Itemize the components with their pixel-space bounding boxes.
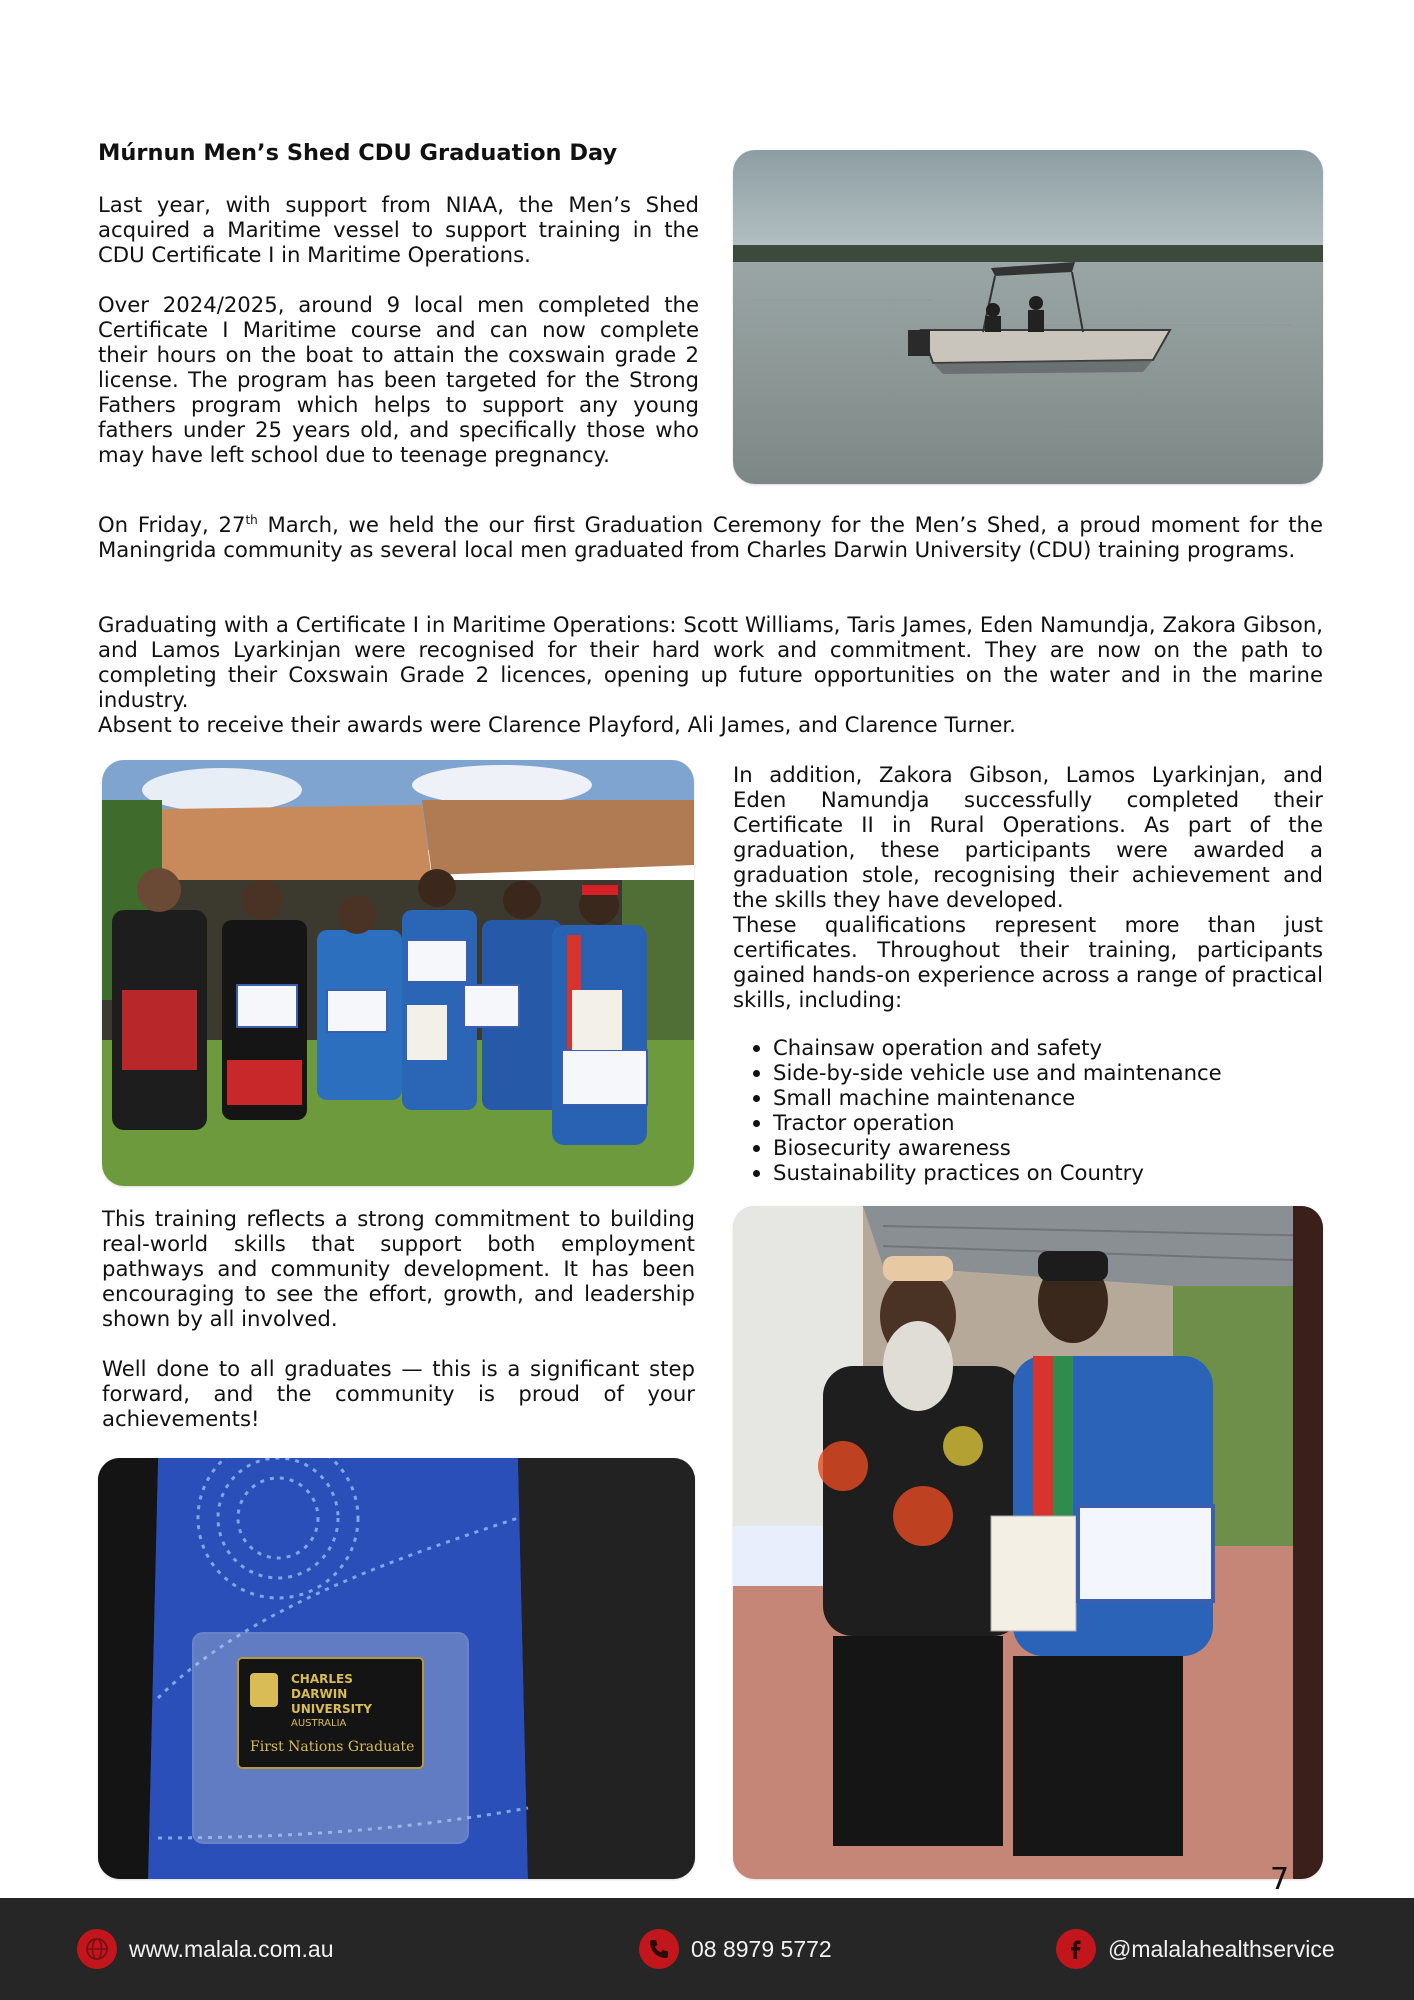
group-photo bbox=[102, 760, 694, 1186]
footer-social[interactable] bbox=[1056, 1898, 1335, 2000]
badge-line-1: CHARLES bbox=[291, 1672, 353, 1686]
paragraph-absent: Absent to receive their awards were Clarence Playford, Ali James, and Clarence Turner. bbox=[98, 712, 1016, 737]
paragraph-well-done: Well done to all graduates — this is a significant step forward, and the community is proud of your achievements! bbox=[102, 1356, 695, 1431]
paragraph-commitment: This training reflects a strong commitment to building real-world skills that support both employment pathways and community development. It has been encouraging to see the effort, growth, and leadership shown by all involved. bbox=[102, 1206, 695, 1331]
social-handle[interactable]: @malalahealthservice bbox=[1108, 1935, 1335, 1962]
article-title: Múrnun Men’s Shed CDU Graduation Day bbox=[98, 140, 618, 166]
phone-number[interactable]: 08 8979 5772 bbox=[691, 1935, 832, 1962]
list-item: • Chainsaw operation and safety bbox=[773, 1035, 1363, 1060]
list-item: • Sustainability practices on Country bbox=[773, 1160, 1363, 1185]
ceremony-date-text: On Friday, 27 bbox=[98, 512, 246, 537]
paragraph-qualifications: These qualifications represent more than just certificates. Throughout their training, participants gained hands-on experience across a range of practical skills, including: bbox=[733, 912, 1324, 1012]
badge-photo bbox=[98, 1458, 695, 1879]
badge-line-2: DARWIN bbox=[291, 1687, 348, 1701]
paragraph-rural-operations: In addition, Zakora Gibson, Lamos Lyarkinjan, and Eden Namundja successfully completed their Certificate II in Rural Operations. As part of the graduation, these participants were awarded a graduation stole, recognising their achievement and the skills they have developed. bbox=[733, 762, 1323, 912]
paragraph-vessel: Last year, with support from NIAA, the Men’s Shed acquired a Maritime vessel to support training in the CDU Certificate I in Maritime Operations. bbox=[98, 192, 699, 267]
page-number: 7 bbox=[1270, 1862, 1290, 1897]
list-item: • Tractor operation bbox=[773, 1110, 1363, 1135]
ceremony-text: March, we held the our first Graduation Ceremony for the Men’s Shed, a proud moment for the Maningrida community as several local men graduated from Charles Darwin University (CDU) training programs. bbox=[98, 512, 1324, 562]
list-item: • Side-by-side vehicle use and maintenance bbox=[773, 1060, 1363, 1085]
badge-line-5: First Nations Graduate bbox=[250, 1739, 415, 1755]
list-item: • Small machine maintenance bbox=[773, 1085, 1363, 1110]
ceremony-date-suffix: th bbox=[245, 512, 258, 527]
list-item: • Biosecurity awareness bbox=[773, 1135, 1363, 1160]
globe-icon bbox=[77, 1929, 117, 1969]
badge-line-4: AUSTRALIA bbox=[291, 1718, 347, 1729]
footer bbox=[0, 1898, 1414, 2000]
boat-photo bbox=[733, 150, 1323, 484]
paragraph-graduates: Graduating with a Certificate I in Maritime Operations: Scott Williams, Taris James, Eden Namundja, Zakora Gibson, and Lamos Lyarkinjan were recognised for their hard work and commitment. They are now on the path to completing their Coxswain Grade 2 licences, opening up future opportunities on the water and in the marine industry. bbox=[98, 612, 1323, 712]
skills-list bbox=[735, 1035, 1363, 1185]
graduates-photo bbox=[733, 1206, 1323, 1879]
footer-website[interactable] bbox=[77, 1898, 334, 2000]
footer-phone[interactable] bbox=[639, 1898, 832, 2000]
website-link[interactable]: www.malala.com.au bbox=[129, 1935, 334, 1962]
badge-line-3: UNIVERSITY bbox=[291, 1702, 372, 1716]
paragraph-course: Over 2024/2025, around 9 local men completed the Certificate I Maritime course and can now complete their hours on the boat to attain the coxswain grade 2 license. The program has been targeted for the Strong Fathers program which helps to support any young fathers under 25 years old, and specifically those who may have left school due to teenage pregnancy. bbox=[98, 292, 699, 467]
phone-icon bbox=[639, 1929, 679, 1969]
facebook-icon bbox=[1056, 1929, 1096, 1969]
paragraph-ceremony bbox=[98, 512, 1323, 562]
